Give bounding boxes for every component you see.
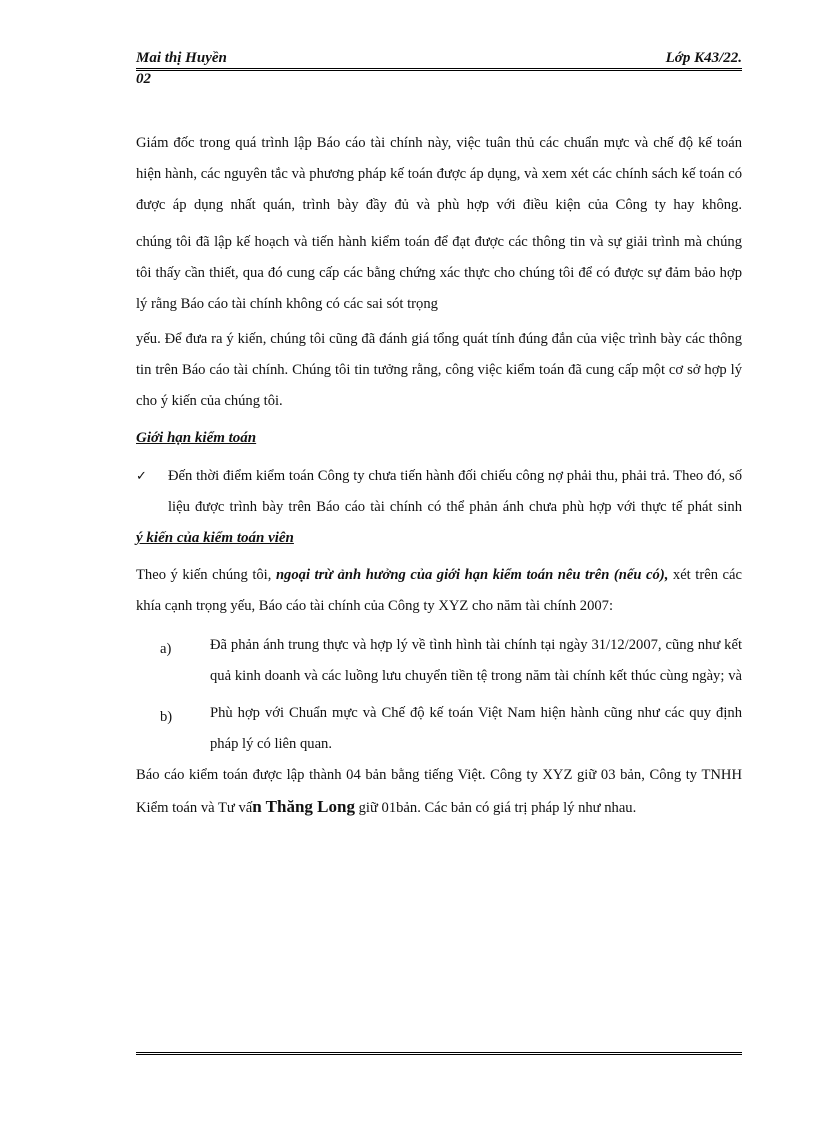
header-class: Lớp K43/22. [665, 50, 742, 66]
closing-company-name: n Thăng Long [252, 797, 355, 816]
heading-audit-limitation: Giới hạn kiểm toán [136, 430, 257, 446]
paragraph-opinion [136, 560, 742, 622]
document-body [136, 128, 742, 824]
opinion-list [136, 630, 742, 760]
paragraph-planning: chúng tôi đã lập kế hoạch và tiến hành kiểm toán để đạt được các thông tin và sự giải trình mà chúng tôi thấy cần thiết, qua đó cung cấp các bằng chứng xác thực cho chúng tôi để có được sự đảm bảo hợp lý rằng Báo cáo tài chính không có các sai sót trọng [136, 234, 742, 312]
paragraph-scope: Giám đốc trong quá trình lập Báo cáo tài chính này, việc tuân thủ các chuẩn mực và chế độ kế toán hiện hành, các nguyên tắc và phương pháp kế toán được áp dụng, và xem xét các chính sách kế toán có được áp dụng nhất quán, trình bày đầy đủ và phù hợp với điều kiện của Công ty hay không. [136, 135, 742, 213]
header-number: 02 [136, 71, 151, 87]
list-label-a: a) [160, 641, 172, 657]
paragraph-closing [136, 760, 742, 824]
opinion-intro: Theo ý kiến chúng tôi, [136, 567, 276, 583]
header-row [136, 49, 742, 71]
list-label-b: b) [160, 709, 173, 725]
list-text-b: Phù hợp với Chuẩn mực và Chế độ kế toán Việt Nam hiện hành cũng như các quy định pháp lý có liên quan. [210, 705, 742, 752]
bullet-text: Đến thời điểm kiểm toán Công ty chưa tiến hành đối chiếu công nợ phải thu, phải trả. Theo đó, số liệu được trình bày trên Báo cáo tài chính có thể phản ánh chưa phù hợp với thực tế phát sinh [168, 468, 742, 515]
header-author: Mai thị Huyền [136, 50, 227, 66]
list-text-a: Đã phản ánh trung thực và hợp lý về tình hình tài chính tại ngày 31/12/2007, cũng như kết quả kinh doanh và các luồng lưu chuyển tiền tệ trong năm tài chính kết thúc cùng ngày; và [210, 637, 742, 684]
heading-auditor-opinion: ý kiến của kiểm toán viên [136, 530, 294, 546]
opinion-rest: xét trên các khía cạnh trọng yếu, Báo cáo tài chính của Công ty XYZ cho năm tài chính 2007: [136, 567, 742, 614]
closing-part-2: giữ 01bản. Các bản có giá trị pháp lý như nhau. [354, 800, 637, 816]
opinion-emphasis: ngoại trừ ảnh hưởng của giới hạn kiểm toán nêu trên (nếu có), [275, 567, 669, 583]
closing-part-1: Báo cáo kiểm toán được lập thành 04 bản bằng tiếng Việt. Công ty XYZ giữ 03 bản, Công ty TNHH Kiểm toán và Tư vấ [136, 767, 742, 816]
paragraph-evaluation: yếu. Để đưa ra ý kiến, chúng tôi cũng đã đánh giá tổng quát tính đúng đắn của việc trình bày các thông tin trên Báo cáo tài chính. Chúng tôi tin tưởng rằng, công việc kiểm toán đã cung cấp một cơ sở hợp lý cho ý kiến của chúng tôi. [136, 331, 742, 409]
page-header [136, 49, 742, 88]
footer-rule [136, 1052, 742, 1055]
bullet-item [136, 461, 742, 523]
checkmark-icon: ✓ [136, 469, 147, 484]
list-item-a [136, 630, 742, 692]
list-item-b [136, 698, 742, 760]
